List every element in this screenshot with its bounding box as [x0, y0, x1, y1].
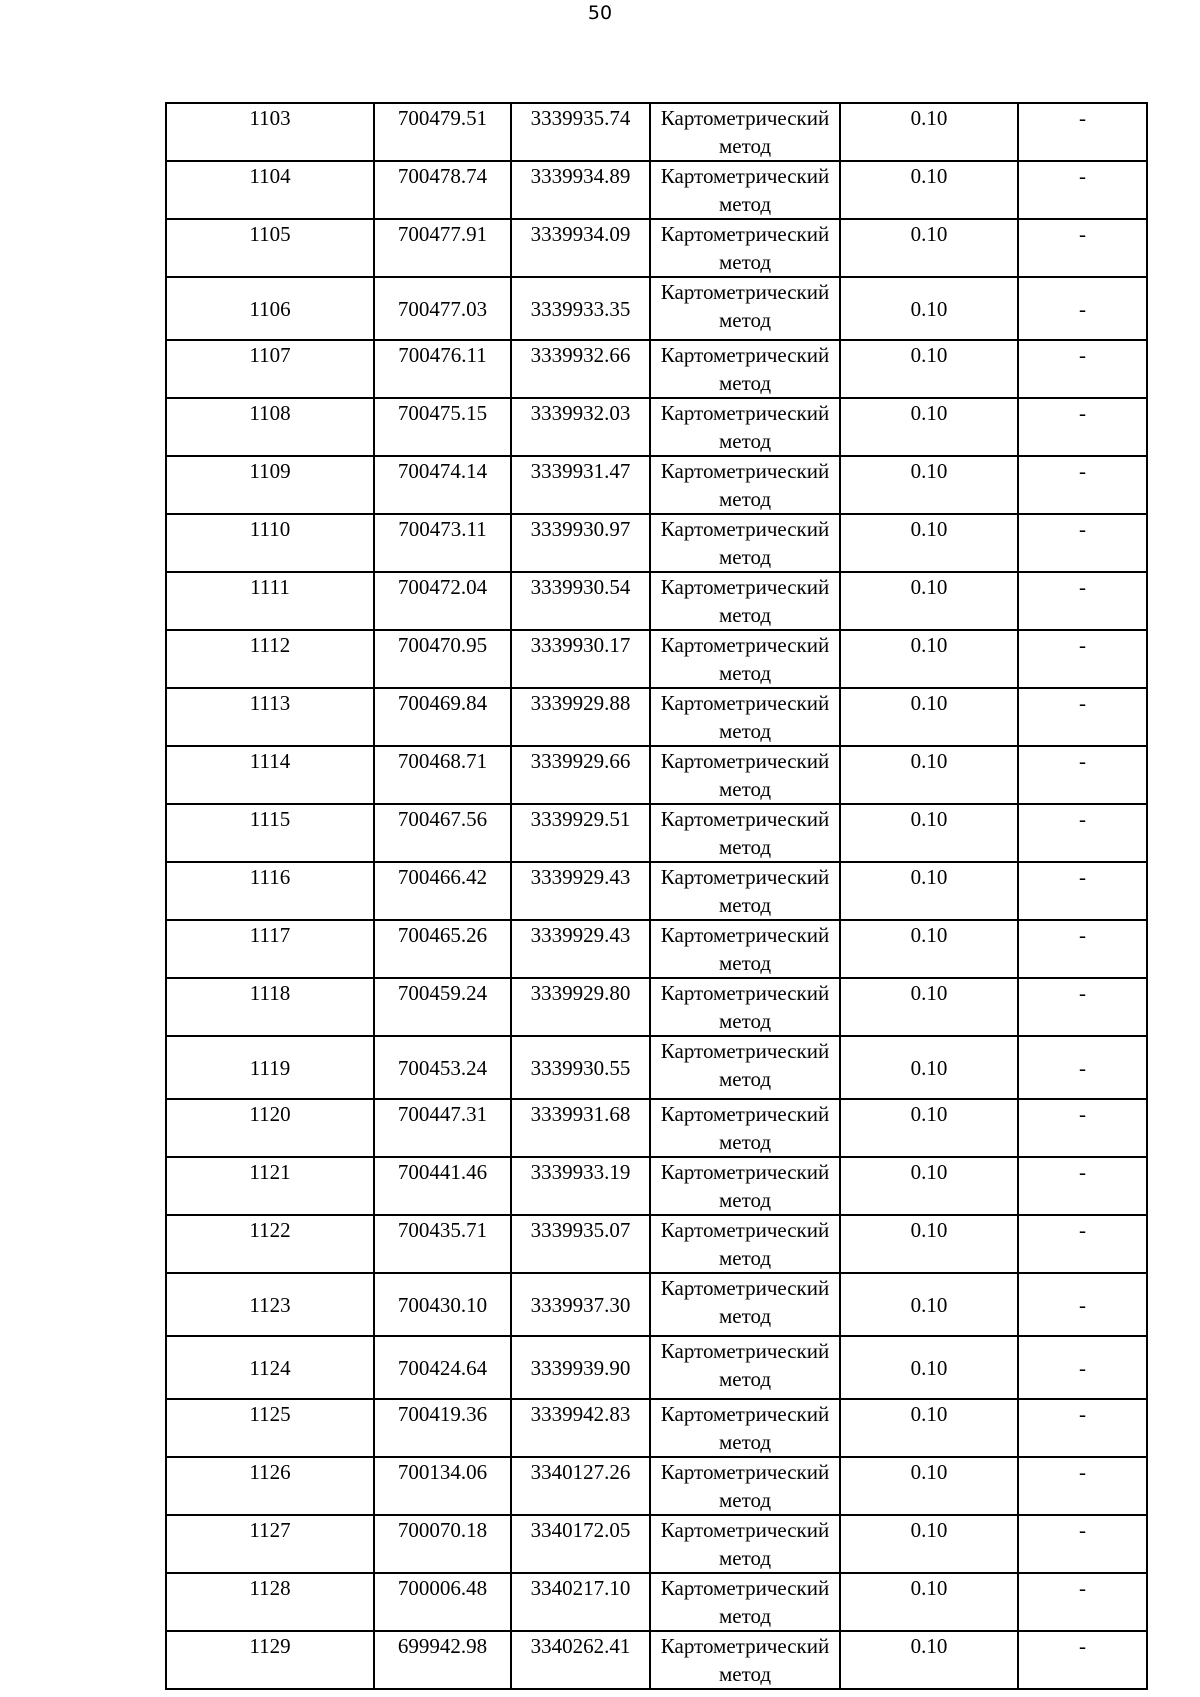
method-line-2: метод	[718, 777, 772, 801]
accuracy-cell: 0.10	[840, 340, 1018, 398]
method-cell	[650, 1515, 840, 1573]
accuracy-cell: 0.10	[840, 277, 1018, 340]
point-number-cell: 1113	[166, 688, 374, 746]
point-number-cell: 1127	[166, 1515, 374, 1573]
note-cell: -	[1018, 398, 1147, 456]
y-coordinate-cell: 3339935.74	[511, 103, 650, 161]
point-number-cell: 1111	[166, 572, 374, 630]
point-number-cell: 1107	[166, 340, 374, 398]
x-coordinate-cell: 700469.84	[374, 688, 511, 746]
method-line-1: Картометрический	[660, 1218, 830, 1242]
method-line-1: Картометрический	[660, 1039, 830, 1063]
method-line-1: Картометрический	[660, 1576, 830, 1600]
note-cell: -	[1018, 572, 1147, 630]
method-line-1: Картометрический	[660, 575, 830, 599]
method-line-1: Картометрический	[660, 222, 830, 246]
y-coordinate-cell: 3339929.88	[511, 688, 650, 746]
note-cell: -	[1018, 688, 1147, 746]
point-number-cell: 1105	[166, 219, 374, 277]
method-line-2: метод	[718, 1604, 772, 1628]
method-line-1: Картометрический	[660, 1160, 830, 1184]
table-row	[166, 1336, 1147, 1399]
accuracy-cell: 0.10	[840, 1036, 1018, 1099]
method-line-1: Картометрический	[660, 1102, 830, 1126]
accuracy-cell: 0.10	[840, 456, 1018, 514]
note-cell: -	[1018, 630, 1147, 688]
method-line-2: метод	[718, 1304, 772, 1328]
method-line-1: Картометрический	[660, 401, 830, 425]
method-line-1: Картометрический	[660, 1276, 830, 1300]
point-number-cell: 1116	[166, 862, 374, 920]
point-number-cell: 1126	[166, 1457, 374, 1515]
method-line-2: метод	[718, 371, 772, 395]
x-coordinate-cell: 700006.48	[374, 1573, 511, 1631]
method-line-1: Картометрический	[660, 1518, 830, 1542]
method-line-2: метод	[718, 1130, 772, 1154]
x-coordinate-cell: 700435.71	[374, 1215, 511, 1273]
x-coordinate-cell: 700459.24	[374, 978, 511, 1036]
method-cell	[650, 1157, 840, 1215]
x-coordinate-cell: 700472.04	[374, 572, 511, 630]
method-cell	[650, 630, 840, 688]
accuracy-cell: 0.10	[840, 572, 1018, 630]
point-number-cell: 1115	[166, 804, 374, 862]
method-line-2: метод	[718, 893, 772, 917]
method-cell	[650, 1273, 840, 1336]
note-cell: -	[1018, 978, 1147, 1036]
method-cell	[650, 804, 840, 862]
method-line-1: Картометрический	[660, 981, 830, 1005]
note-cell: -	[1018, 1515, 1147, 1573]
note-cell: -	[1018, 514, 1147, 572]
method-line-2: метод	[718, 250, 772, 274]
accuracy-cell: 0.10	[840, 746, 1018, 804]
x-coordinate-cell: 700475.15	[374, 398, 511, 456]
accuracy-cell: 0.10	[840, 514, 1018, 572]
note-cell: -	[1018, 920, 1147, 978]
accuracy-cell: 0.10	[840, 804, 1018, 862]
method-line-1: Картометрический	[660, 1634, 830, 1658]
method-cell	[650, 746, 840, 804]
method-line-2: метод	[718, 719, 772, 743]
note-cell: -	[1018, 456, 1147, 514]
method-line-1: Картометрический	[660, 106, 830, 130]
note-cell: -	[1018, 161, 1147, 219]
x-coordinate-cell: 700430.10	[374, 1273, 511, 1336]
method-cell	[650, 340, 840, 398]
point-number-cell: 1129	[166, 1631, 374, 1689]
method-line-2: метод	[718, 1246, 772, 1270]
y-coordinate-cell: 3339931.68	[511, 1099, 650, 1157]
method-cell	[650, 219, 840, 277]
method-line-1: Картометрический	[660, 343, 830, 367]
y-coordinate-cell: 3339937.30	[511, 1273, 650, 1336]
method-line-2: метод	[718, 1009, 772, 1033]
method-cell	[650, 978, 840, 1036]
note-cell: -	[1018, 1457, 1147, 1515]
table-row	[166, 1457, 1147, 1515]
accuracy-cell: 0.10	[840, 1515, 1018, 1573]
table-row	[166, 978, 1147, 1036]
method-line-2: метод	[718, 429, 772, 453]
method-cell	[650, 514, 840, 572]
y-coordinate-cell: 3340262.41	[511, 1631, 650, 1689]
accuracy-cell: 0.10	[840, 103, 1018, 161]
method-line-1: Картометрический	[660, 691, 830, 715]
method-cell	[650, 1573, 840, 1631]
table-row	[166, 103, 1147, 161]
accuracy-cell: 0.10	[840, 688, 1018, 746]
note-cell: -	[1018, 1157, 1147, 1215]
point-number-cell: 1120	[166, 1099, 374, 1157]
y-coordinate-cell: 3339942.83	[511, 1399, 650, 1457]
accuracy-cell: 0.10	[840, 1157, 1018, 1215]
method-cell	[650, 1631, 840, 1689]
method-line-2: метод	[718, 1067, 772, 1091]
point-number-cell: 1123	[166, 1273, 374, 1336]
table-row	[166, 456, 1147, 514]
y-coordinate-cell: 3339930.55	[511, 1036, 650, 1099]
method-cell	[650, 1399, 840, 1457]
accuracy-cell: 0.10	[840, 1399, 1018, 1457]
note-cell: -	[1018, 1631, 1147, 1689]
accuracy-cell: 0.10	[840, 862, 1018, 920]
method-cell	[650, 398, 840, 456]
method-line-2: метод	[718, 134, 772, 158]
table-row	[166, 688, 1147, 746]
x-coordinate-cell: 700477.91	[374, 219, 511, 277]
table-row	[166, 920, 1147, 978]
x-coordinate-cell: 700466.42	[374, 862, 511, 920]
table-row	[166, 514, 1147, 572]
point-number-cell: 1117	[166, 920, 374, 978]
note-cell: -	[1018, 1273, 1147, 1336]
y-coordinate-cell: 3339935.07	[511, 1215, 650, 1273]
y-coordinate-cell: 3339929.43	[511, 920, 650, 978]
point-number-cell: 1114	[166, 746, 374, 804]
x-coordinate-cell: 700468.71	[374, 746, 511, 804]
note-cell: -	[1018, 1215, 1147, 1273]
y-coordinate-cell: 3339932.03	[511, 398, 650, 456]
method-cell	[650, 572, 840, 630]
method-cell	[650, 1099, 840, 1157]
y-coordinate-cell: 3339933.19	[511, 1157, 650, 1215]
x-coordinate-cell: 700479.51	[374, 103, 511, 161]
method-line-2: метод	[718, 1662, 772, 1686]
method-line-1: Картометрический	[660, 1460, 830, 1484]
note-cell: -	[1018, 746, 1147, 804]
method-cell	[650, 103, 840, 161]
x-coordinate-cell: 700477.03	[374, 277, 511, 340]
note-cell: -	[1018, 804, 1147, 862]
method-line-1: Картометрический	[660, 1402, 830, 1426]
y-coordinate-cell: 3340217.10	[511, 1573, 650, 1631]
accuracy-cell: 0.10	[840, 161, 1018, 219]
note-cell: -	[1018, 862, 1147, 920]
note-cell: -	[1018, 219, 1147, 277]
y-coordinate-cell: 3339929.43	[511, 862, 650, 920]
table-row	[166, 1273, 1147, 1336]
y-coordinate-cell: 3339929.80	[511, 978, 650, 1036]
method-line-2: метод	[718, 192, 772, 216]
method-line-2: метод	[718, 1188, 772, 1212]
point-number-cell: 1112	[166, 630, 374, 688]
method-line-1: Картометрический	[660, 517, 830, 541]
x-coordinate-cell: 700453.24	[374, 1036, 511, 1099]
point-number-cell: 1128	[166, 1573, 374, 1631]
x-coordinate-cell: 700467.56	[374, 804, 511, 862]
table-row	[166, 1036, 1147, 1099]
note-cell: -	[1018, 1573, 1147, 1631]
method-cell	[650, 1457, 840, 1515]
note-cell: -	[1018, 1099, 1147, 1157]
x-coordinate-cell: 700134.06	[374, 1457, 511, 1515]
point-number-cell: 1122	[166, 1215, 374, 1273]
x-coordinate-cell: 700476.11	[374, 340, 511, 398]
point-number-cell: 1119	[166, 1036, 374, 1099]
method-line-1: Картометрический	[660, 865, 830, 889]
x-coordinate-cell: 700441.46	[374, 1157, 511, 1215]
method-line-2: метод	[718, 1488, 772, 1512]
point-number-cell: 1106	[166, 277, 374, 340]
table-row	[166, 1215, 1147, 1273]
table-row	[166, 1399, 1147, 1457]
accuracy-cell: 0.10	[840, 978, 1018, 1036]
table-row	[166, 1157, 1147, 1215]
y-coordinate-cell: 3339930.97	[511, 514, 650, 572]
table-row	[166, 746, 1147, 804]
accuracy-cell: 0.10	[840, 1215, 1018, 1273]
table-row	[166, 862, 1147, 920]
x-coordinate-cell: 700447.31	[374, 1099, 511, 1157]
method-line-2: метод	[718, 1546, 772, 1570]
note-cell: -	[1018, 1036, 1147, 1099]
method-cell	[650, 456, 840, 514]
method-line-1: Картометрический	[660, 633, 830, 657]
method-line-1: Картометрический	[660, 807, 830, 831]
method-line-1: Картометрический	[660, 164, 830, 188]
point-number-cell: 1108	[166, 398, 374, 456]
x-coordinate-cell: 700419.36	[374, 1399, 511, 1457]
x-coordinate-cell: 699942.98	[374, 1631, 511, 1689]
point-number-cell: 1118	[166, 978, 374, 1036]
note-cell: -	[1018, 103, 1147, 161]
method-cell	[650, 161, 840, 219]
point-number-cell: 1110	[166, 514, 374, 572]
table-row	[166, 340, 1147, 398]
table-row	[166, 572, 1147, 630]
accuracy-cell: 0.10	[840, 920, 1018, 978]
method-line-1: Картометрический	[660, 459, 830, 483]
method-line-2: метод	[718, 545, 772, 569]
method-line-2: метод	[718, 603, 772, 627]
table-row	[166, 1573, 1147, 1631]
accuracy-cell: 0.10	[840, 219, 1018, 277]
x-coordinate-cell: 700470.95	[374, 630, 511, 688]
point-number-cell: 1109	[166, 456, 374, 514]
accuracy-cell: 0.10	[840, 1099, 1018, 1157]
note-cell: -	[1018, 277, 1147, 340]
table-row	[166, 277, 1147, 340]
y-coordinate-cell: 3339931.47	[511, 456, 650, 514]
x-coordinate-cell: 700070.18	[374, 1515, 511, 1573]
accuracy-cell: 0.10	[840, 398, 1018, 456]
y-coordinate-cell: 3339930.54	[511, 572, 650, 630]
y-coordinate-cell: 3339929.51	[511, 804, 650, 862]
table-row	[166, 1515, 1147, 1573]
point-number-cell: 1121	[166, 1157, 374, 1215]
method-line-2: метод	[718, 661, 772, 685]
accuracy-cell: 0.10	[840, 1457, 1018, 1515]
page-number: 50	[587, 2, 613, 24]
point-number-cell: 1103	[166, 103, 374, 161]
point-number-cell: 1104	[166, 161, 374, 219]
method-line-2: метод	[718, 1430, 772, 1454]
point-number-cell: 1125	[166, 1399, 374, 1457]
accuracy-cell: 0.10	[840, 1336, 1018, 1399]
method-line-1: Картометрический	[660, 749, 830, 773]
method-line-2: метод	[718, 835, 772, 859]
table-row	[166, 161, 1147, 219]
accuracy-cell: 0.10	[840, 630, 1018, 688]
method-cell	[650, 277, 840, 340]
method-cell	[650, 1036, 840, 1099]
accuracy-cell: 0.10	[840, 1631, 1018, 1689]
note-cell: -	[1018, 1336, 1147, 1399]
method-line-1: Картометрический	[660, 280, 830, 304]
table-row	[166, 1631, 1147, 1689]
y-coordinate-cell: 3339934.09	[511, 219, 650, 277]
table-row	[166, 1099, 1147, 1157]
method-cell	[650, 920, 840, 978]
accuracy-cell: 0.10	[840, 1573, 1018, 1631]
y-coordinate-cell: 3339934.89	[511, 161, 650, 219]
y-coordinate-cell: 3339929.66	[511, 746, 650, 804]
table-row	[166, 630, 1147, 688]
coordinates-table-body	[166, 103, 1147, 1689]
x-coordinate-cell: 700473.11	[374, 514, 511, 572]
x-coordinate-cell: 700424.64	[374, 1336, 511, 1399]
y-coordinate-cell: 3340127.26	[511, 1457, 650, 1515]
accuracy-cell: 0.10	[840, 1273, 1018, 1336]
method-cell	[650, 862, 840, 920]
x-coordinate-cell: 700478.74	[374, 161, 511, 219]
method-line-2: метод	[718, 1367, 772, 1391]
method-line-1: Картометрический	[660, 1339, 830, 1363]
y-coordinate-cell: 3339939.90	[511, 1336, 650, 1399]
method-cell	[650, 688, 840, 746]
y-coordinate-cell: 3339932.66	[511, 340, 650, 398]
method-cell	[650, 1215, 840, 1273]
note-cell: -	[1018, 340, 1147, 398]
method-line-2: метод	[718, 308, 772, 332]
method-line-2: метод	[718, 951, 772, 975]
y-coordinate-cell: 3339933.35	[511, 277, 650, 340]
coordinates-table	[165, 102, 1148, 1690]
table-row	[166, 219, 1147, 277]
y-coordinate-cell: 3339930.17	[511, 630, 650, 688]
x-coordinate-cell: 700474.14	[374, 456, 511, 514]
y-coordinate-cell: 3340172.05	[511, 1515, 650, 1573]
method-line-2: метод	[718, 487, 772, 511]
method-line-1: Картометрический	[660, 923, 830, 947]
point-number-cell: 1124	[166, 1336, 374, 1399]
note-cell: -	[1018, 1399, 1147, 1457]
table-row	[166, 398, 1147, 456]
method-cell	[650, 1336, 840, 1399]
table-row	[166, 804, 1147, 862]
x-coordinate-cell: 700465.26	[374, 920, 511, 978]
